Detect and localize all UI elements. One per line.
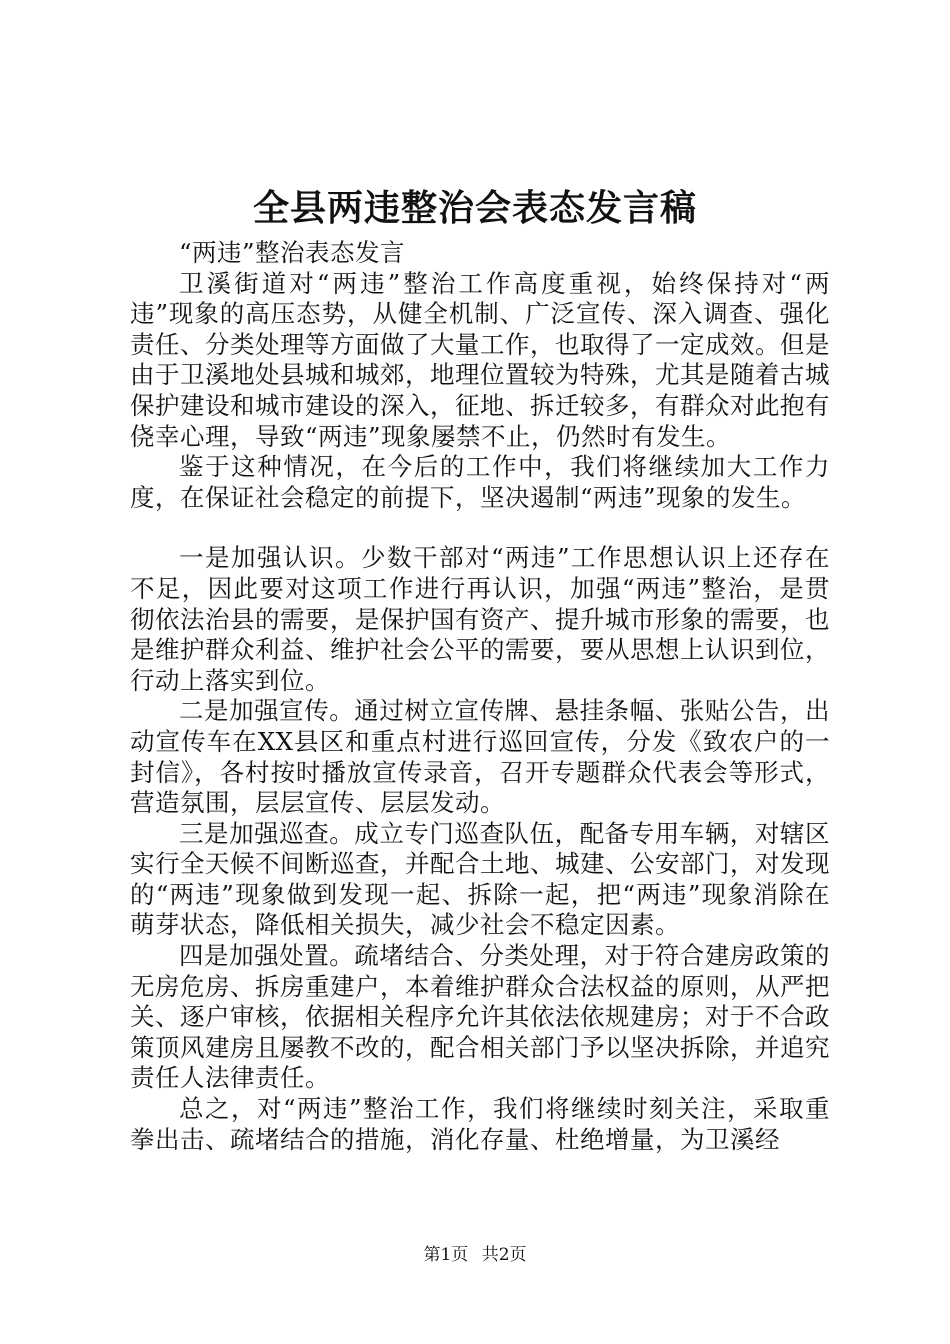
page-number: 第1页 xyxy=(423,1245,469,1265)
paragraph-point-2: 二是加强宣传。通过树立宣传牌、悬挂条幅、张贴公告，出动宣传车在XX县区和重点村进行巡回宣传，分发《致农户的一封信》，各村按时播放宣传录音，召开专题群众代表会等形式，营造氛围，层层宣传、层层发动。 xyxy=(130,696,830,818)
paragraph-point-4: 四是加强处置。疏堵结合、分类处理，对于符合建房政策的无房危房、拆房重建户，本着维护群众合法权益的原则，从严把关、逐户审核，依据相关程序允许其依法依规建房；对于不合政策顶风建房且屡教不改的，配合相关部门予以坚决拆除，并追究责任人法律责任。 xyxy=(130,941,830,1093)
paragraph-point-1: 一是加强认识。少数干部对“两违”工作思想认识上还存在不足，因此要对这项工作进行再认识，加强“两违”整治，是贯彻依法治县的需要，是保护国有资产、提升城市形象的需要，也是维护群众利益、维护社会公平的需要，要从思想上认识到位，行动上落实到位。 xyxy=(130,543,830,695)
page-total: 共2页 xyxy=(481,1245,527,1265)
document-body xyxy=(130,238,830,1155)
paragraph-resolution: 鉴于这种情况，在今后的工作中，我们将继续加大工作力度，在保证社会稳定的前提下，坚决遏制“两违”现象的发生。 xyxy=(130,452,830,512)
paragraph-intro: 卫溪街道对“两违”整治工作高度重视，始终保持对“两违”现象的高压态势，从健全机制、广泛宣传、深入调查、强化责任、分类处理等方面做了大量工作，也取得了一定成效。但是由于卫溪地处县城和城郊，地理位置较为特殊，尤其是随着古城保护建设和城市建设的深入，征地、拆迁较多，有群众对此抱有侥幸心理，导致“两违”现象屡禁不止，仍然时有发生。 xyxy=(130,268,830,451)
page-footer xyxy=(0,1244,950,1266)
document-title: 全县两违整治会表态发言稿 xyxy=(252,187,697,229)
paragraph-conclusion: 总之，对“两违”整治工作，我们将继续时刻关注，采取重拳出击、疏堵结合的措施，消化存量、杜绝增量，为卫溪经 xyxy=(130,1094,830,1154)
paragraph-point-3: 三是加强巡查。成立专门巡查队伍，配备专用车辆，对辖区实行全天候不间断巡查，并配合土地、城建、公安部门，对发现的“两违”现象做到发现一起、拆除一起，把“两违”现象消除在萌芽状态，降低相关损失，减少社会不稳定因素。 xyxy=(130,818,830,940)
document-subtitle: “两违”整治表态发言 xyxy=(179,238,406,267)
